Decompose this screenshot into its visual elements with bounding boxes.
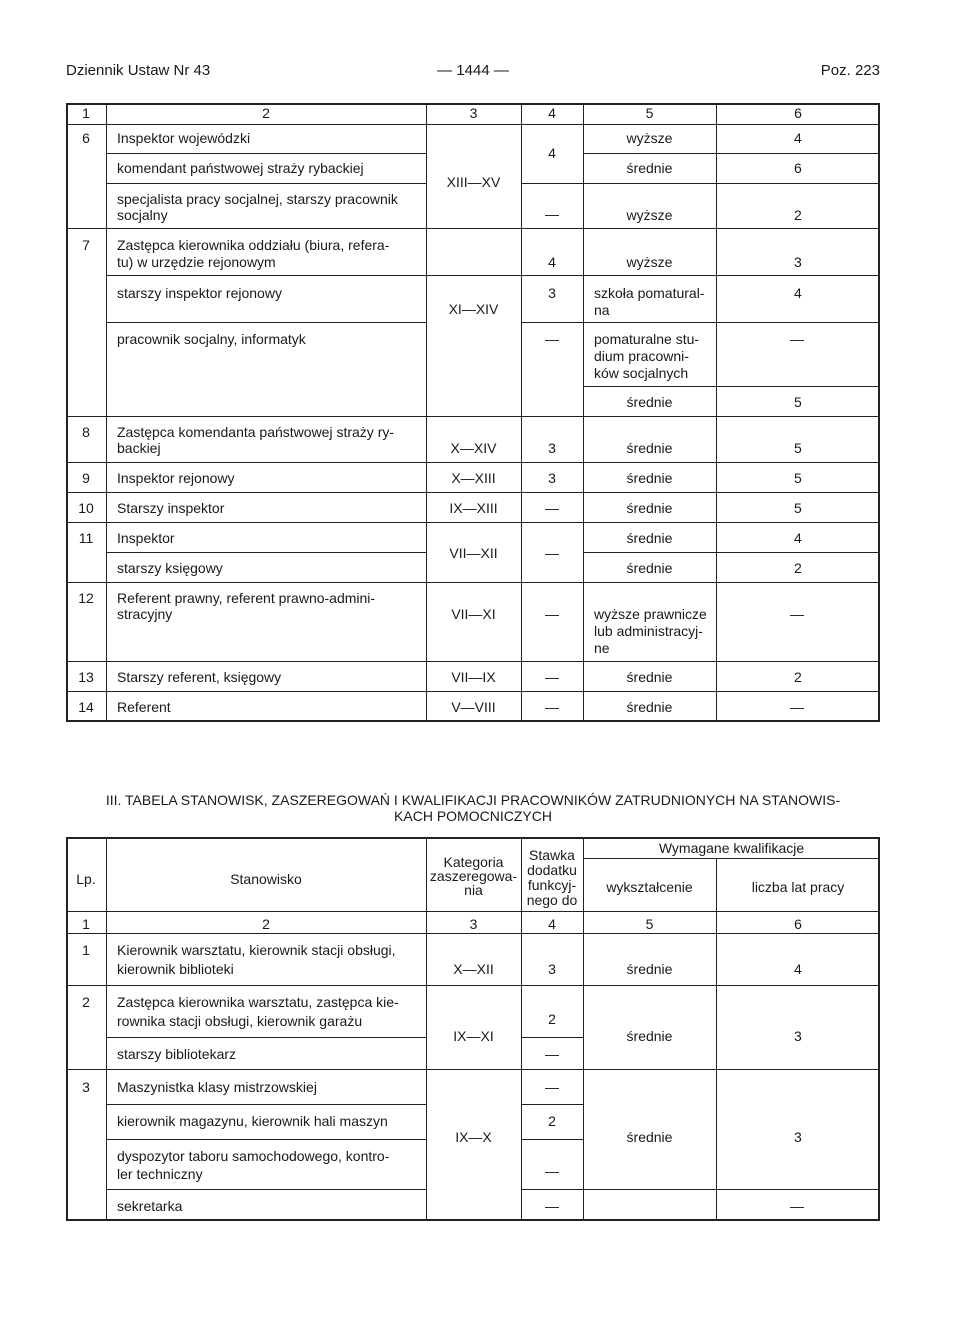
row9-cat: X—XIII [451, 470, 496, 486]
t2-row1-pos-b: kierownik biblioteki [117, 961, 234, 977]
t2-header-wyksztalcenie: wykształcenie [606, 879, 693, 895]
t2-line-r3b-right [521, 1139, 584, 1140]
row12-edu-a: wyższe prawnicze [594, 606, 707, 622]
row6-cat: XIII—XV [446, 174, 501, 190]
t2-line-r3c [106, 1189, 427, 1190]
row9-yrs: 5 [794, 470, 802, 486]
row8-cat: X—XIV [450, 440, 497, 456]
t2-row2-stawka2: — [545, 1046, 559, 1062]
row7-edu3c: ków socjalnych [594, 365, 689, 381]
row7-edu2b: na [594, 302, 610, 318]
t1-line-r6b-right [521, 183, 879, 184]
t2-row2-pos2: starszy bibliotekarz [117, 1046, 237, 1062]
row7-yrs4: 5 [794, 394, 802, 410]
t2-header-kategoria-c: nia [464, 882, 483, 898]
row8-pos-a: Zastępca komendanta państwowej straży ry- [117, 424, 395, 440]
row6-stawka12: 4 [548, 145, 556, 161]
row10-lp: 10 [78, 500, 94, 516]
row13-cat: VII—IX [451, 669, 496, 685]
t2-row2-edu: średnie [626, 1028, 673, 1044]
t2-header-kategoria-a: Kategoria [443, 854, 504, 870]
row14-edu: średnie [626, 699, 673, 715]
t2-row3-pos1: Maszynistka klasy mistrzowskiej [117, 1079, 317, 1095]
t2-row1-lp: 1 [82, 942, 90, 958]
t2-divider-edu [716, 858, 717, 1220]
t2-colnum-5: 5 [645, 916, 654, 932]
row7-pos1b: tu) w urzędzie rejonowym [117, 254, 276, 270]
row13-edu: średnie [626, 669, 673, 685]
t2-line-r2a-right [521, 1037, 584, 1038]
t2-line-r3 [67, 1069, 879, 1070]
t1-line-r11a [106, 552, 427, 553]
row7-edu4: średnie [626, 394, 673, 410]
t2-header-stanowisko: Stanowisko [230, 871, 302, 887]
t2-row1-pos-a: Kierownik warsztatu, kierownik stacji obsługi, [117, 942, 396, 958]
journal-title: Dziennik Ustaw Nr 43 [66, 62, 211, 79]
row7-yrs2: 4 [794, 285, 802, 301]
row11-yrs1: 4 [794, 530, 802, 546]
row10-stawka: — [545, 500, 559, 516]
page-header [66, 62, 880, 84]
row6-pos3a: specjalista pracy socjalnej, starszy pracownik [117, 191, 398, 207]
row6-edu3: wyższe [626, 207, 673, 223]
t2-row3-pos2: kierownik magazynu, kierownik hali maszyn [117, 1113, 388, 1129]
row12-stawka: — [545, 606, 559, 622]
t2-header-stawka-d: nego do [526, 892, 578, 908]
t1-line-r8 [67, 416, 879, 417]
t1-divider-cat [521, 104, 522, 721]
page-number: — 1444 — [437, 62, 509, 79]
t2-line-r2a [106, 1037, 427, 1038]
t1-line-r14 [67, 691, 879, 692]
row6-yrs3: 2 [794, 207, 802, 223]
t1-line-header [67, 124, 879, 125]
t2-header-lp: Lp. [76, 871, 96, 887]
t1-line-r11a-right [583, 552, 879, 553]
row8-yrs: 5 [794, 440, 802, 456]
row9-stawka: 3 [548, 470, 556, 486]
t2-row1-edu: średnie [626, 961, 673, 977]
row7-yrs3: — [790, 331, 804, 347]
row8-pos-b: backiej [117, 440, 161, 456]
t2-line-r3a-right [521, 1104, 584, 1105]
t2-row3-pos3b: ler techniczny [117, 1166, 203, 1182]
t2-header-stawka-c: funkcyj- [527, 877, 577, 893]
row11-edu2: średnie [626, 560, 673, 576]
t1-colnum-5: 5 [645, 105, 654, 121]
row11-pos1: Inspektor [117, 530, 175, 546]
row14-lp: 14 [78, 699, 94, 715]
row7-cat: XI—XIV [448, 301, 499, 317]
row13-pos: Starszy referent, księgowy [117, 669, 282, 685]
t2-row3-stawka4: — [545, 1198, 559, 1214]
row10-pos: Starszy inspektor [117, 500, 225, 516]
t2-row1-yrs: 4 [794, 961, 802, 977]
row6-edu1: wyższe [626, 130, 673, 146]
t2-colnum-3: 3 [469, 916, 478, 932]
row12-cat: VII—XI [451, 606, 496, 622]
row14-cat: V—VIII [451, 699, 496, 715]
row7-pos1a: Zastępca kierownika oddziału (biura, refera- [117, 237, 390, 253]
t2-row3-stawka1: — [545, 1079, 559, 1095]
t2-row3-lp: 3 [82, 1079, 90, 1095]
t2-row3-edu: średnie [626, 1129, 673, 1145]
t1-divider-pos [426, 104, 427, 721]
row7-pos3: pracownik socjalny, informatyk [117, 331, 306, 347]
t1-line-r11 [67, 522, 879, 523]
row13-lp: 13 [78, 669, 94, 685]
t1-colnum-3: 3 [469, 105, 478, 121]
t1-divider-edu [716, 104, 717, 721]
t1-line-r6b [106, 183, 427, 184]
t2-row2-cat: IX—XI [453, 1028, 494, 1044]
t2-row3-yrs4: — [790, 1198, 804, 1214]
row12-edu-c: ne [594, 640, 610, 656]
t1-colnum-6: 6 [794, 105, 802, 121]
row12-yrs: — [790, 606, 804, 622]
row8-stawka: 3 [548, 440, 556, 456]
row7-lp: 7 [82, 237, 90, 253]
row7-edu1: wyższe [626, 254, 673, 270]
t2-colnum-6: 6 [794, 916, 802, 932]
row11-lp: 11 [78, 530, 94, 546]
row7-edu3a: pomaturalne stu- [594, 331, 700, 347]
t2-row3-stawka2: 2 [548, 1113, 556, 1129]
t1-colnum-4: 4 [548, 105, 556, 121]
row6-stawka3: — [545, 206, 559, 222]
row13-stawka: — [545, 669, 559, 685]
t1-colnum-1: 1 [82, 105, 90, 121]
t2-line-r3a [106, 1104, 427, 1105]
t1-line-r7b [106, 322, 427, 323]
t1-line-r6a [106, 153, 427, 154]
row10-yrs: 5 [794, 500, 802, 516]
t2-line-r3b [106, 1139, 427, 1140]
t1-line-r7c [583, 386, 879, 387]
row11-pos2: starszy księgowy [117, 560, 223, 576]
row6-pos2: komendant państwowej straży rybackiej [117, 160, 364, 176]
row7-stawka3: — [545, 331, 559, 347]
t2-divider-lp [106, 838, 107, 1220]
row8-edu: średnie [626, 440, 673, 456]
t2-line-r2 [67, 985, 879, 986]
row6-pos3b: socjalny [117, 207, 168, 223]
t2-row2-pos1a: Zastępca kierownika warsztatu, zastępca kie- [117, 994, 399, 1010]
section-3-title-line1: III. TABELA STANOWISK, ZASZEREGOWAŃ I KWALIFIKACJI PRACOWNIKÓW ZATRUDNIONYCH NA STANOWIS- [105, 792, 841, 808]
t2-row2-stawka1: 2 [548, 1011, 556, 1027]
t2-line-r3c-right [521, 1189, 879, 1190]
t2-line-colnums [67, 933, 879, 934]
t1-line-r12 [67, 582, 879, 583]
position-number: Poz. 223 [820, 62, 880, 79]
t1-divider-stawka [583, 104, 584, 721]
row9-edu: średnie [626, 470, 673, 486]
t1-divider-lp [106, 104, 107, 721]
t2-row2-yrs: 3 [794, 1028, 802, 1044]
row7-edu2a: szkoła pomatural- [594, 285, 705, 301]
t1-line-r9 [67, 462, 879, 463]
t1-line-r7 [67, 228, 879, 229]
row12-edu-b: lub administracyj- [594, 623, 703, 639]
t1-line-r10 [67, 492, 879, 493]
row14-yrs: — [790, 699, 804, 715]
row13-yrs: 2 [794, 669, 802, 685]
row6-pos1: Inspektor wojewódzki [117, 130, 251, 146]
t2-row3-pos3a: dyspozytor taboru samochodowego, kontro- [117, 1148, 390, 1164]
section-3-title [66, 792, 880, 824]
row6-lp: 6 [82, 130, 90, 146]
row8-lp: 8 [82, 424, 90, 440]
t2-colnum-4: 4 [548, 916, 556, 932]
row6-edu2: średnie [626, 160, 673, 176]
row12-pos-b: stracyjny [117, 606, 173, 622]
row10-edu: średnie [626, 500, 673, 516]
row14-stawka: — [545, 699, 559, 715]
t2-row1-cat: X—XII [453, 961, 494, 977]
row11-stawka: — [545, 545, 559, 561]
t2-row2-pos1b: rownika stacji obsługi, kierownik garażu [117, 1013, 363, 1029]
t2-colnum-2: 2 [262, 916, 270, 932]
section-3-title-line2: KACH POMOCNICZYCH [394, 808, 552, 824]
t1-line-r13 [67, 661, 879, 662]
t2-header-liczba-lat: liczba lat pracy [751, 879, 845, 895]
t2-row3-pos4: sekretarka [117, 1198, 183, 1214]
row14-pos: Referent [117, 699, 171, 715]
row7-yrs1: 3 [794, 254, 802, 270]
t2-header-stawka-a: Stawka [529, 847, 575, 863]
t2-header-wymagane: Wymagane kwalifikacje [658, 840, 805, 856]
row11-cat: VII—XII [449, 545, 498, 561]
row7-stawka1: 4 [548, 254, 556, 270]
t1-line-r7a [106, 275, 879, 276]
row7-pos2: starszy inspektor rejonowy [117, 285, 282, 301]
t1-line-r7b-right [521, 322, 879, 323]
t2-row3-yrs: 3 [794, 1129, 802, 1145]
row9-lp: 9 [82, 470, 90, 486]
t2-row1-stawka: 3 [548, 961, 556, 977]
t1-colnum-2: 2 [262, 105, 270, 121]
t2-row3-cat: IX—X [455, 1129, 492, 1145]
t2-colnum-1: 1 [82, 916, 90, 932]
row10-cat: IX—XIII [449, 500, 498, 516]
row9-pos: Inspektor rejonowy [117, 470, 235, 486]
row6-yrs1: 4 [794, 130, 802, 146]
t2-row3-stawka3: — [545, 1163, 559, 1179]
row11-edu1: średnie [626, 530, 673, 546]
row7-stawka2: 3 [548, 285, 556, 301]
row6-yrs2: 6 [794, 160, 802, 176]
t2-line-wymagane [583, 858, 879, 859]
t2-row2-lp: 2 [82, 994, 90, 1010]
row12-lp: 12 [78, 590, 94, 606]
t1-line-r6a-right [583, 153, 879, 154]
t2-header-stawka-b: dodatku [527, 862, 577, 878]
t2-line-header [67, 911, 879, 912]
t2-header-kategoria-b: zaszeregowa- [429, 868, 518, 884]
row11-yrs2: 2 [794, 560, 802, 576]
row7-edu3b: dium pracowni- [594, 348, 689, 364]
row12-pos-a: Referent prawny, referent prawno-admini- [117, 590, 376, 606]
